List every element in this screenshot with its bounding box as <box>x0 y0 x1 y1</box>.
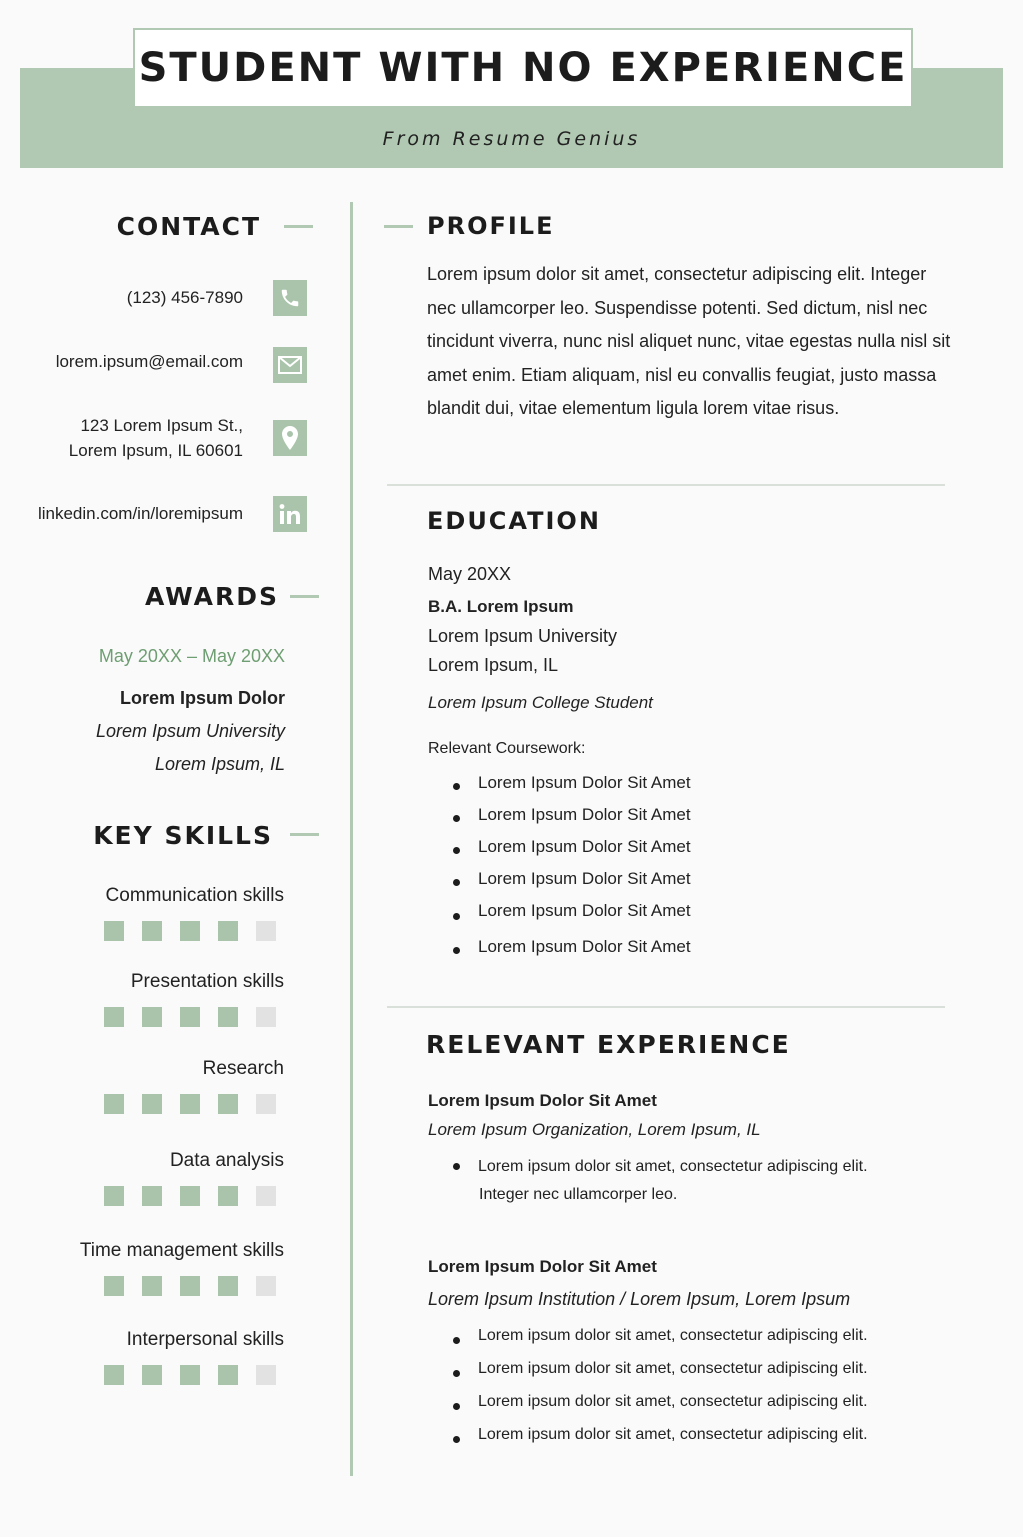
skill-level-filled <box>218 1276 238 1296</box>
coursework-label: Relevant Coursework: <box>428 740 586 757</box>
skill-level-filled <box>218 1094 238 1114</box>
contact-phone[interactable]: (123) 456-7890 <box>126 288 243 307</box>
job-bullet: Lorem ipsum dolor sit amet, consectetur adipiscing elit. <box>428 1423 868 1456</box>
section-divider <box>387 1006 945 1008</box>
phone-icon <box>273 280 307 316</box>
skill-level-meter <box>104 921 294 941</box>
skill-level-filled <box>104 1186 124 1206</box>
contact-heading: CONTACT <box>116 212 261 241</box>
job-title: Lorem Ipsum Dolor Sit Amet <box>428 1257 657 1276</box>
job-bullet: Lorem ipsum dolor sit amet, consectetur adipiscing elit. <box>428 1390 868 1423</box>
job-bullets <box>428 1155 868 1179</box>
contact-address-line1: 123 Lorem Ipsum St., <box>80 416 243 435</box>
profile-line: blandit dui, vitae elementum ligula lorem vitae risus. <box>427 398 840 418</box>
coursework-item: Lorem Ipsum Dolor Sit Amet <box>428 835 691 867</box>
skill-level-filled <box>142 1094 162 1114</box>
profile-line: tincidunt viverra, nunc nisl aliquet nunc, vitae egestas nulla nisl sit <box>427 331 951 351</box>
skill-level-filled <box>218 1365 238 1385</box>
skill-level-filled <box>180 1094 200 1114</box>
coursework-item: Lorem Ipsum Dolor Sit Amet <box>428 867 691 899</box>
skill-level-filled <box>104 1007 124 1027</box>
awards-heading-dash <box>290 595 319 598</box>
skill-label: Interpersonal skills <box>126 1329 284 1350</box>
coursework-list <box>428 771 691 967</box>
skill-level-filled <box>218 921 238 941</box>
skill-label: Time management skills <box>79 1240 284 1261</box>
skills-heading-dash <box>290 833 319 836</box>
awards-name: Lorem Ipsum Dolor <box>119 688 285 708</box>
education-status: Lorem Ipsum College Student <box>428 693 653 712</box>
skill-level-filled <box>218 1186 238 1206</box>
envelope-icon <box>273 347 307 383</box>
skill-level-filled <box>104 1276 124 1296</box>
contact-heading-dash <box>284 225 313 228</box>
coursework-item: Lorem Ipsum Dolor Sit Amet <box>428 935 691 967</box>
skill-level-empty <box>256 921 276 941</box>
profile-line: Lorem ipsum dolor sit amet, consectetur adipiscing elit. Integer <box>427 264 927 284</box>
awards-heading: AWARDS <box>144 582 279 611</box>
education-heading: EDUCATION <box>427 507 601 535</box>
profile-heading: PROFILE <box>427 212 555 240</box>
profile-text <box>427 258 957 426</box>
skill-level-filled <box>180 921 200 941</box>
profile-heading-dash <box>384 225 413 228</box>
job-bullet: Lorem ipsum dolor sit amet, consectetur adipiscing elit. <box>428 1324 868 1357</box>
job-bullet-continuation: Integer nec ullamcorper leo. <box>479 1186 678 1203</box>
skill-level-filled <box>180 1276 200 1296</box>
skill-level-filled <box>104 1094 124 1114</box>
experience-heading: RELEVANT EXPERIENCE <box>426 1030 791 1059</box>
education-degree: B.A. Lorem Ipsum <box>428 597 574 616</box>
awards-date: May 20XX – May 20XX <box>98 646 285 666</box>
profile-line: amet enim. Etiam aliquam, nisl eu convallis feugiat, justo massa <box>427 364 937 385</box>
job-bullet: Lorem ipsum dolor sit amet, consectetur adipiscing elit. <box>428 1155 868 1179</box>
skill-level-meter <box>104 1365 294 1385</box>
skill-level-filled <box>142 1186 162 1206</box>
skill-level-meter <box>104 1007 294 1027</box>
coursework-item: Lorem Ipsum Dolor Sit Amet <box>428 803 691 835</box>
job-organization: Lorem Ipsum Institution / Lorem Ipsum, Lorem Ipsum <box>428 1289 851 1309</box>
skill-level-empty <box>256 1276 276 1296</box>
skill-level-empty <box>256 1094 276 1114</box>
column-divider <box>350 202 353 1476</box>
title-box <box>133 28 913 108</box>
skill-level-filled <box>180 1186 200 1206</box>
skill-label: Presentation skills <box>130 971 284 992</box>
skill-level-empty <box>256 1365 276 1385</box>
skill-level-empty <box>256 1007 276 1027</box>
skill-label: Communication skills <box>105 885 284 906</box>
job-bullet: Lorem ipsum dolor sit amet, consectetur adipiscing elit. <box>428 1357 868 1390</box>
education-location: Lorem Ipsum, IL <box>428 655 559 675</box>
awards-institution: Lorem Ipsum University <box>95 721 285 741</box>
skill-level-filled <box>180 1007 200 1027</box>
coursework-item: Lorem Ipsum Dolor Sit Amet <box>428 899 691 935</box>
skill-level-filled <box>142 1007 162 1027</box>
contact-linkedin[interactable]: linkedin.com/in/loremipsum <box>37 504 243 523</box>
skill-label: Data analysis <box>169 1150 284 1171</box>
skills-heading: KEY SKILLS <box>93 821 273 850</box>
page-title: STUDENT WITH NO EXPERIENCE <box>138 45 908 91</box>
job-title: Lorem Ipsum Dolor Sit Amet <box>428 1091 657 1110</box>
skill-level-filled <box>180 1365 200 1385</box>
contact-email[interactable]: lorem.ipsum@email.com <box>55 352 243 371</box>
page-subtitle: From Resume Genius <box>382 128 641 150</box>
job-bullets <box>428 1324 868 1456</box>
skill-level-meter <box>104 1186 294 1206</box>
skill-level-empty <box>256 1186 276 1206</box>
skill-label: Research <box>202 1058 284 1079</box>
job-organization: Lorem Ipsum Organization, Lorem Ipsum, IL <box>428 1120 761 1139</box>
skill-level-filled <box>142 921 162 941</box>
linkedin-icon <box>273 496 307 532</box>
coursework-item: Lorem Ipsum Dolor Sit Amet <box>428 771 691 803</box>
skill-level-meter <box>104 1094 294 1114</box>
skill-level-filled <box>104 921 124 941</box>
location-pin-icon <box>273 420 307 456</box>
education-school: Lorem Ipsum University <box>428 626 618 646</box>
skill-level-meter <box>104 1276 294 1296</box>
skill-level-filled <box>142 1365 162 1385</box>
education-date: May 20XX <box>428 564 512 584</box>
skill-level-filled <box>218 1007 238 1027</box>
skill-level-filled <box>104 1365 124 1385</box>
awards-location: Lorem Ipsum, IL <box>154 754 285 774</box>
profile-line: nec ullamcorper leo. Suspendisse potenti. Sed dictum, nisl nec <box>427 297 928 318</box>
section-divider <box>387 484 945 486</box>
skill-level-filled <box>142 1276 162 1296</box>
contact-address-line2: Lorem Ipsum, IL 60601 <box>68 441 243 460</box>
